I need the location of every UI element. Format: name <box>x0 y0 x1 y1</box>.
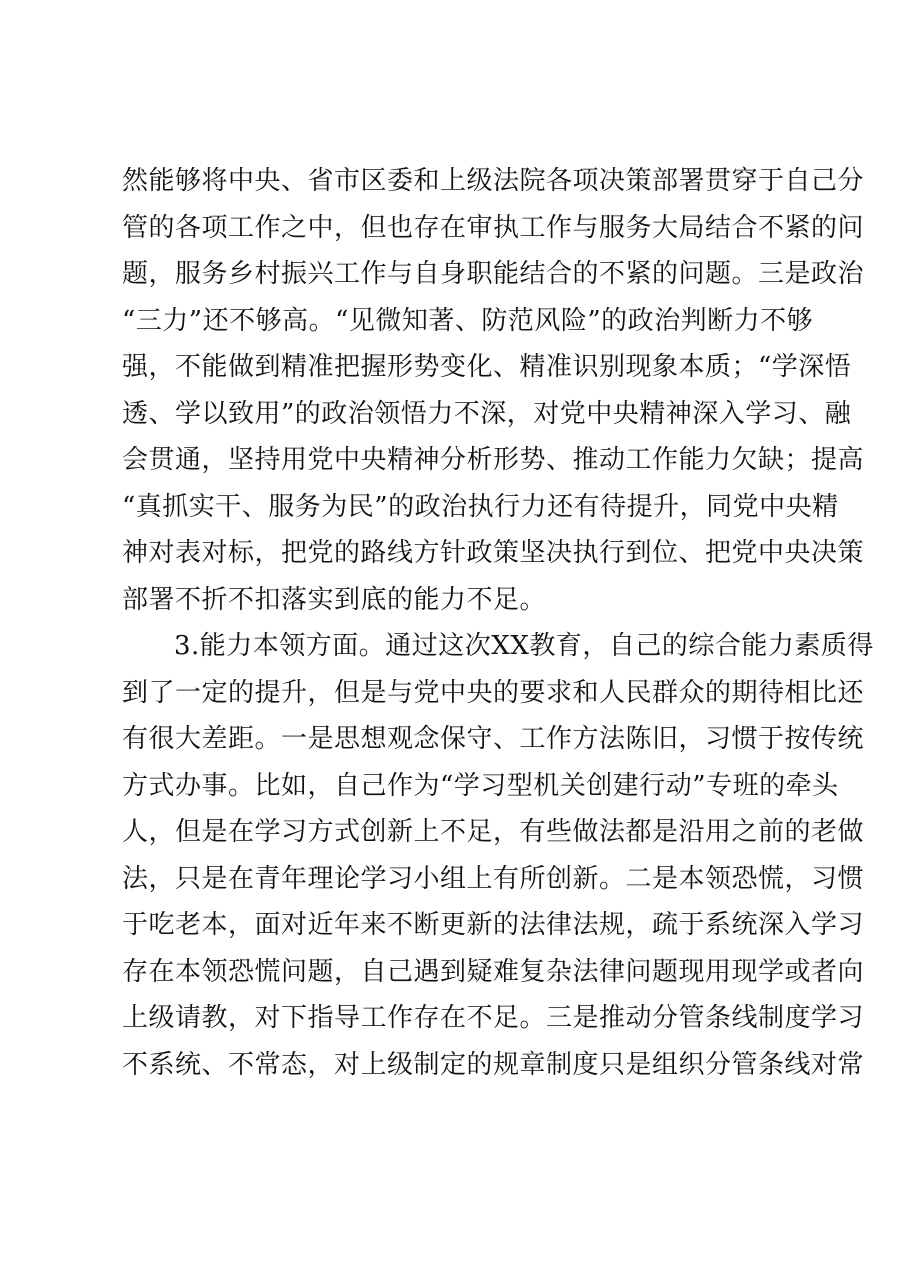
text-line: 会贯通，坚持用党中央精神分析形势、推动工作能力欠缺；提高 <box>122 445 865 475</box>
text-line: 然能够将中央、省市区委和上级法院各项决策部署贯穿于自己分 <box>122 166 865 196</box>
text-line: 人，但是在学习方式创新上不足，有些做法都是沿用之前的老做 <box>122 817 865 847</box>
text-line: 法，只是在青年理论学习小组上有所创新。二是本领恐慌，习惯 <box>122 863 865 894</box>
text-line: 有很大差距。一是思想观念保守、工作方法陈旧，习惯于按传统 <box>122 724 865 754</box>
text-line: 强，不能做到精准把握形势变化、精准识别现象本质；“学深悟 <box>122 352 852 382</box>
text-line: 透、学以致用”的政治领悟力不深，对党中央精神深入学习、融 <box>122 398 852 429</box>
text-line: 上级请教，对下指导工作存在不足。三是推动分管条线制度学习 <box>122 1003 865 1033</box>
body-text <box>122 158 874 1088</box>
text-line: 题，服务乡村振兴工作与自身职能结合的不紧的问题。三是政治 <box>122 259 865 289</box>
text-line: 不系统、不常态，对上级制定的规章制度只是组织分管条线对常 <box>122 1049 865 1080</box>
text-line: 于吃老本，面对近年来不断更新的法律法规，疏于系统深入学习 <box>122 910 865 940</box>
text-line: 存在本领恐慌问题，自己遇到疑难复杂法律问题现用现学或者向 <box>122 956 865 987</box>
text-line-section-start: 3.能力本领方面。通过这次XX教育，自己的综合能力素质得 <box>174 631 874 661</box>
text-line: 方式办事。比如，自己作为“学习型机关创建行动”专班的牵头 <box>122 770 839 801</box>
text-line: 到了一定的提升，但是与党中央的要求和人民群众的期待相比还 <box>122 677 865 708</box>
text-line: 神对表对标，把党的路线方针政策坚决执行到位、把党中央决策 <box>122 538 865 568</box>
text-line: 管的各项工作之中，但也存在审执工作与服务大局结合不紧的问 <box>122 212 865 243</box>
text-line: “真抓实干、服务为民”的政治执行力还有待提升，同党中央精 <box>122 491 839 522</box>
text-line-paragraph-end: 部署不折不扣落实到底的能力不足。 <box>122 584 547 615</box>
text-line: “三力”还不够高。“见微知著、防范风险”的政治判断力不够 <box>122 305 814 336</box>
